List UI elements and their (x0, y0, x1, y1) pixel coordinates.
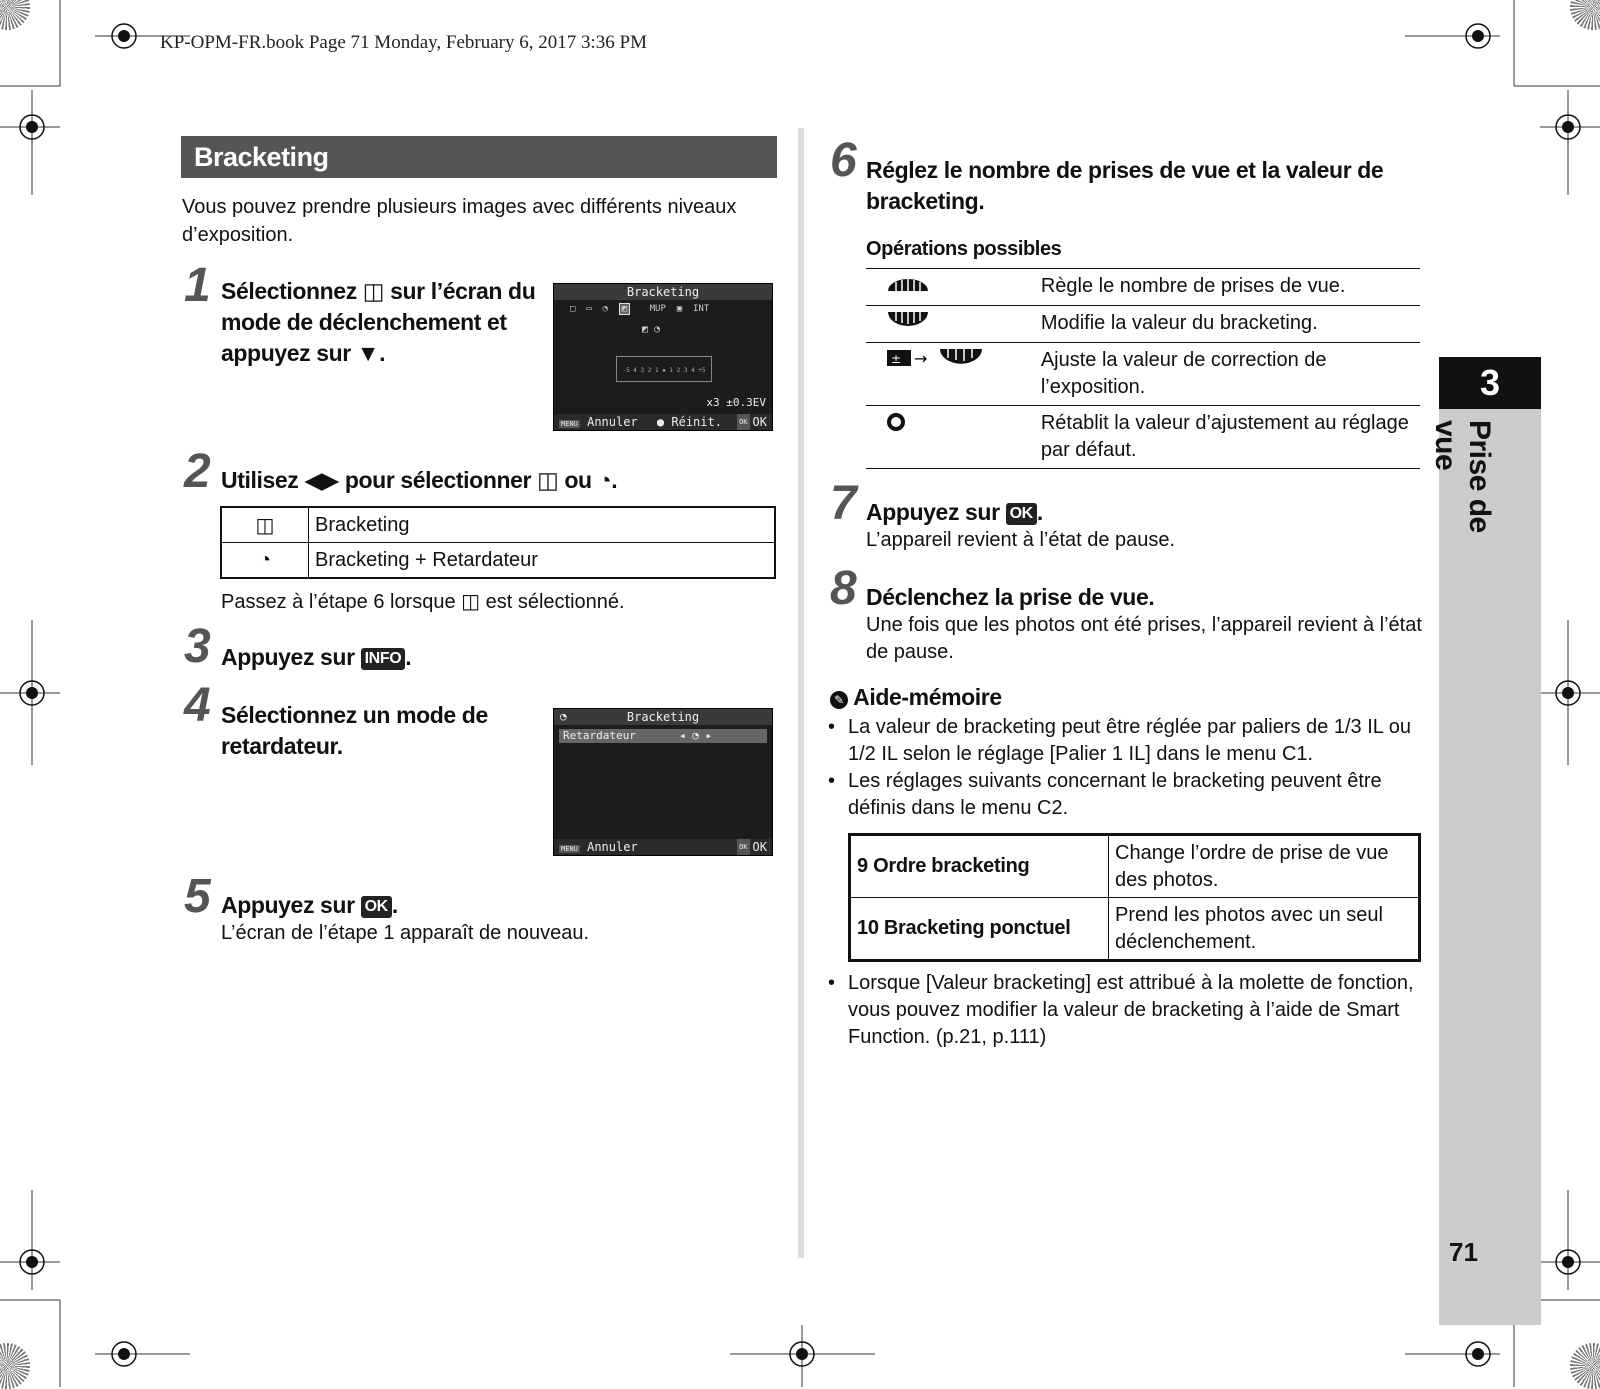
cancel-label: Annuler (587, 840, 638, 854)
reset-label: Réinit. (671, 415, 722, 429)
step-number: 6 (830, 134, 857, 187)
table-row (866, 406, 1420, 469)
step-2-heading (221, 465, 781, 496)
bracketing-timer-icon: ◔ (221, 543, 309, 579)
operation-text: Règle le nombre de prises de vue. (1041, 269, 1420, 306)
row-label: Retardateur (563, 729, 636, 742)
operations-table (866, 268, 1420, 469)
step-1-heading (221, 276, 541, 369)
operation-text: Rétablit la valeur d’ajustement au réglage par défaut. (1041, 406, 1420, 469)
ok-button-icon: OK (1006, 503, 1037, 525)
memo-bullet: • Lorsque [Valeur bracketing] est attribué à la molette de fonction, vous pouvez modifier la valeur de bracketing à l’aide de Smart Function. (p.21, p.111) (828, 972, 1414, 1048)
screen-title: Bracketing (554, 709, 772, 725)
step-7-pre: Appuyez sur (866, 499, 1006, 525)
self-timer-icon: ◔ (602, 304, 614, 314)
retardateur-row[interactable] (559, 729, 767, 743)
operations-title: Opérations possibles (866, 238, 1062, 260)
camera-screen-drive-mode (553, 283, 773, 431)
bracketing-icon: ◫ (461, 591, 481, 613)
step-2-post: . (611, 467, 618, 493)
step-8-heading: Déclenchez la prise de vue. (866, 584, 1155, 610)
table-row (850, 898, 1420, 961)
green-button-icon (866, 406, 1041, 469)
column-divider (798, 128, 804, 1258)
mode-label: Bracketing (309, 507, 776, 543)
screen-footer (554, 839, 772, 855)
table-row (866, 343, 1420, 406)
interval-label: INT (693, 304, 710, 314)
intro-text: Vous pouvez prendre plusieurs images avec différents niveaux d’exposition. (182, 196, 737, 246)
front-dial-icon (866, 269, 1041, 306)
step-4-heading: Sélectionnez un mode de retardateur. (221, 702, 488, 759)
setting-desc: Prend les photos avec un seul déclenchement. (1109, 898, 1420, 961)
step-5-pre: Appuyez sur (221, 892, 361, 918)
step-2-pre: Utilisez ◀▶ pour sélectionner (221, 467, 538, 493)
bracketing-icon: ◩ (619, 303, 630, 315)
step-3-heading (221, 642, 411, 673)
note-post: est sélectionné. (480, 591, 625, 613)
memo-bullet: • Les réglages suivants concernant le bracketing peuvent être définis dans le menu C2. (828, 770, 1382, 819)
svg-text:→: → (914, 349, 928, 368)
self-timer-value-icon: ◂ ◔ ▸ (679, 729, 713, 742)
step-7-heading (866, 497, 1043, 528)
bracketing-icon: ◫ (221, 507, 309, 543)
mode-table (220, 506, 776, 579)
step-3-pre: Appuyez sur (221, 644, 361, 670)
table-row (866, 306, 1420, 343)
step-number: 1 (184, 259, 211, 312)
setting-name: 10 Bracketing ponctuel (850, 898, 1109, 961)
section-title: Bracketing (181, 136, 777, 178)
step-5-heading (221, 890, 398, 921)
memo-icon: ✎ (830, 691, 848, 709)
note-pre: Passez à l’étape 6 lorsque (221, 591, 462, 613)
menu-key: MENU (561, 845, 578, 853)
step-1-pre: Sélectionnez (221, 278, 363, 304)
svg-text:±: ± (891, 352, 902, 366)
table-row (850, 835, 1420, 898)
bracket-status: x3 ±0.3EV (706, 396, 766, 409)
step-number: 8 (830, 562, 857, 615)
memo-bullet-text: La valeur de bracketing peut être réglée par paliers de 1/3 IL ou 1/2 IL selon le réglage [Palier 1 IL] dans le menu C1. (848, 716, 1411, 765)
print-header: KP-OPM-FR.book Page 71 Monday, February 6, 2017 3:36 PM (160, 32, 647, 53)
step-number: 7 (830, 477, 857, 530)
chapter-label: Prise de vue (1429, 420, 1496, 533)
bracketing-timer-icon: ◔ (560, 710, 567, 723)
step-number: 2 (184, 445, 211, 498)
memo-bullet-text: Les réglages suivants concernant le bracketing peuvent être définis dans le menu C2. (848, 770, 1382, 819)
ok-button-icon: OK (361, 896, 392, 918)
ok-key: OK (737, 414, 749, 430)
step-2-note (221, 589, 781, 616)
step-number: 4 (184, 679, 211, 732)
memo-bullet: • La valeur de bracketing peut être réglée par paliers de 1/3 IL ou 1/2 IL selon le réglage [Palier 1 IL] dans le menu C1. (828, 716, 1411, 765)
continuous-icon: ▭ (580, 304, 598, 314)
table-row (866, 269, 1420, 306)
step-3-post: . (405, 644, 412, 670)
screen-footer (554, 414, 772, 430)
exposure-comp-dial-icon (866, 343, 1041, 406)
custom-menu-table (848, 833, 1421, 962)
step-8-body: Une fois que les photos ont été prises, l’appareil revient à l’état de pause. (866, 614, 1422, 663)
step-5-body: L’écran de l’étape 1 apparaît de nouveau. (221, 922, 590, 944)
mirror-up-label: MUP (649, 304, 666, 314)
operation-text: Ajuste la valeur de correction de l’exposition. (1041, 343, 1420, 406)
chapter-number: 3 (1439, 357, 1541, 409)
step-1-post: sur l’écran du mode de déclenchement et appuyez sur ▼. (221, 278, 536, 366)
ok-label: OK (752, 415, 767, 429)
step-7-post: . (1036, 499, 1043, 525)
step-number: 3 (184, 620, 211, 673)
step-5-post: . (391, 892, 398, 918)
setting-name: 9 Ordre bracketing (850, 835, 1109, 898)
cancel-label: Annuler (587, 415, 638, 429)
table-row (221, 543, 775, 579)
multi-exposure-icon: ▣ (671, 304, 688, 314)
memo-title: Aide-mémoire (853, 684, 1002, 710)
green-button-icon: ● (656, 415, 665, 429)
setting-desc: Change l’ordre de prise de vue des photos. (1109, 835, 1420, 898)
bracketing-timer-icon: ◔ (597, 467, 612, 493)
ok-label: OK (752, 840, 767, 854)
operation-text: Modifie la valeur du bracketing. (1041, 306, 1420, 343)
sub-mode-icons: ◩ ◔ (642, 324, 661, 335)
step-number: 5 (184, 870, 211, 923)
info-button-icon: INFO (361, 648, 406, 670)
memo-heading (830, 684, 1002, 711)
mode-label: Bracketing + Retardateur (309, 543, 776, 579)
memo-bullet-text: Lorsque [Valeur bracketing] est attribué à la molette de fonction, vous pouvez modifier la valeur de bracketing à l’aide de Smart Function. (p.21, p.111) (848, 972, 1414, 1048)
single-frame-icon: □ (570, 304, 576, 314)
exposure-scale (616, 356, 712, 382)
table-row (221, 507, 775, 543)
ok-key: OK (737, 839, 749, 855)
step-2-mid: ou (558, 467, 598, 493)
step-7-body: L’appareil revient à l’état de pause. (866, 529, 1176, 551)
bracketing-icon: ◫ (362, 278, 385, 304)
screen-title: Bracketing (554, 284, 772, 300)
page-number: 71 (1449, 1237, 1478, 1267)
menu-key: MENU (561, 420, 578, 428)
bracketing-icon: ◫ (537, 467, 559, 493)
camera-screen-self-timer (553, 708, 773, 856)
rear-dial-icon (866, 306, 1041, 343)
step-6-heading: Réglez le nombre de prises de vue et la valeur de bracketing. (866, 157, 1384, 214)
scale-ticks: -5 4 3 2 1 ▪ 1 2 3 4 +5 (622, 367, 706, 374)
drive-mode-icons (570, 304, 760, 320)
